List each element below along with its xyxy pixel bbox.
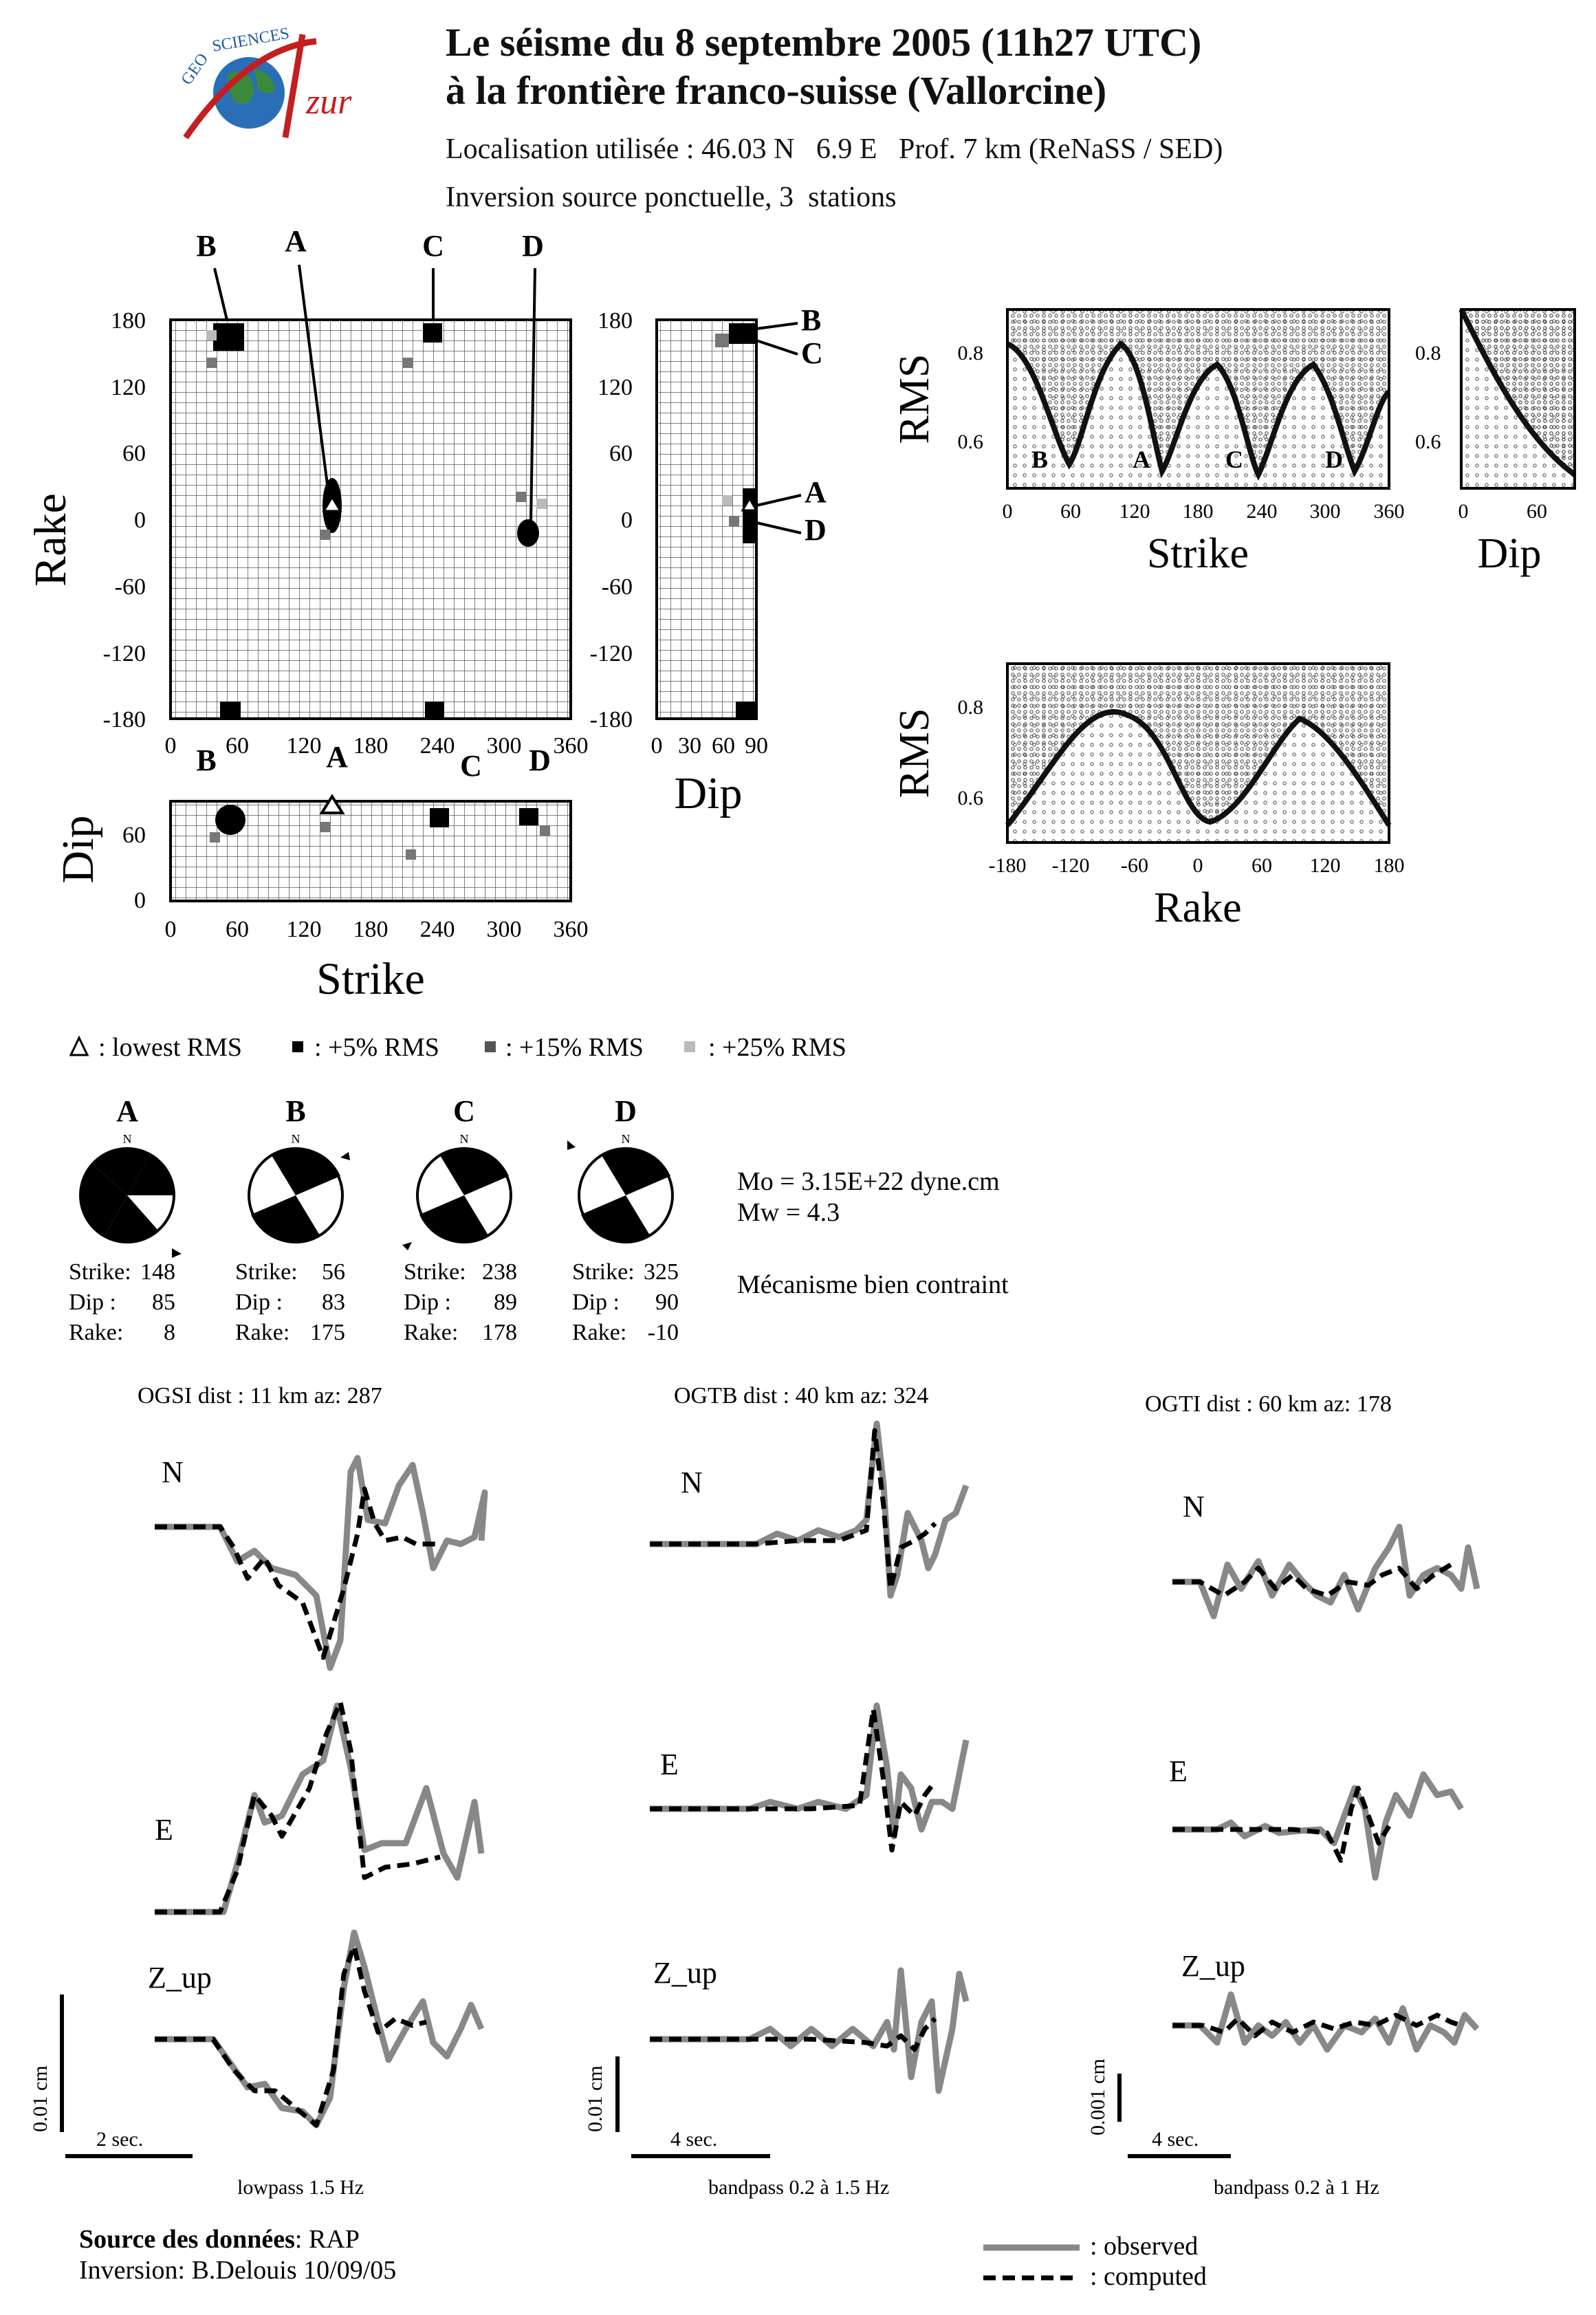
callout-d: D: [522, 229, 544, 263]
bottom-callout-d: D: [529, 743, 551, 777]
svg-text:178: 178: [482, 1320, 517, 1345]
bottom-xtick: 0: [164, 917, 177, 942]
inversion-text: Inversion source ponctuelle, 3 stations: [446, 182, 897, 213]
amp-scale-ogti: 0.001 cm: [1086, 2058, 1109, 2135]
data-source: Source des données: RAP: [79, 2225, 360, 2254]
title-line-2: à la frontière franco-suisse (Vallorcine): [446, 68, 1107, 113]
main-ytick: -180: [102, 707, 146, 732]
svg-text:Dip :: Dip :: [69, 1290, 116, 1315]
svg-text:Rake:: Rake:: [69, 1320, 124, 1345]
side-xtick: 30: [678, 733, 701, 759]
north-label: N: [291, 1132, 300, 1146]
bottom-callout-a: A: [326, 740, 348, 774]
component-n: N: [162, 1455, 184, 1489]
dip-xtick: 0: [1458, 500, 1469, 523]
main-xtick: 300: [486, 733, 522, 759]
rake-xtick: -60: [1121, 854, 1148, 877]
side-callout-b: B: [801, 303, 822, 337]
legend-p5: : +5% RMS: [314, 1033, 439, 1062]
params-a: [69, 1259, 175, 1345]
main-xtick: 0: [164, 733, 177, 759]
rake-rms-ytick: 0.8: [957, 696, 983, 719]
dip-xtick: 60: [1527, 500, 1547, 523]
mechanism-c: [402, 1094, 511, 1250]
amp-scale-ogtb: 0.01 cm: [584, 2065, 606, 2132]
rake-xtick: 60: [1251, 854, 1272, 877]
component-z: Z_up: [148, 1961, 212, 1995]
filter-ogsi: lowpass 1.5 Hz: [237, 2176, 364, 2199]
svg-text:Rake:: Rake:: [404, 1320, 459, 1345]
side-callout-d: D: [805, 513, 827, 547]
component-e: E: [1169, 1754, 1188, 1788]
svg-text:148: 148: [140, 1259, 175, 1285]
strike-dip-panel: [53, 740, 589, 1004]
bottom-strike-label: Strike: [316, 954, 425, 1004]
rms-rake-ylabel: RMS: [891, 708, 938, 798]
svg-text:89: 89: [494, 1290, 517, 1315]
minimum-label: D: [1325, 446, 1343, 473]
svg-text:238: 238: [482, 1259, 517, 1285]
mechanism-d: [567, 1094, 673, 1243]
station-header-ogtb: OGTB dist : 40 km az: 324: [674, 1383, 929, 1409]
rms-dip-plot: [1415, 309, 1575, 577]
bottom-dip-label: Dip: [53, 815, 103, 884]
svg-text:56: 56: [322, 1259, 345, 1285]
rake-xtick: 0: [1192, 854, 1203, 877]
svg-text:90: 90: [655, 1290, 679, 1315]
north-label: N: [459, 1132, 469, 1146]
side-ytick: -180: [589, 707, 633, 732]
bottom-xtick: 360: [553, 917, 589, 942]
time-scale-ogsi: 2 sec.: [96, 2128, 144, 2151]
side-ytick: 60: [609, 441, 633, 466]
svg-text:Strike:: Strike:: [572, 1259, 635, 1285]
computed-legend: : computed: [1090, 2262, 1207, 2291]
main-xtick: 240: [419, 733, 455, 759]
time-scale-ogtb: 4 sec.: [670, 2128, 718, 2151]
mechanism-b: [249, 1094, 350, 1243]
moment-mo: Mo = 3.15E+22 dyne.cm: [737, 1167, 1000, 1196]
ogtb-traces: [650, 1424, 966, 2091]
strike-xtick: 360: [1373, 500, 1405, 523]
side-ytick: -60: [601, 574, 633, 600]
minimum-label: B: [1031, 446, 1049, 473]
lowest-rms-legend-icon: [71, 1038, 87, 1055]
strike-xtick: 60: [1060, 500, 1081, 523]
rms-strike-xlabel: Strike: [1146, 530, 1249, 577]
seismograms: [0, 1369, 1596, 2315]
mechanism-a: [80, 1094, 182, 1258]
station-header-ogsi: OGSI dist : 11 km az: 287: [138, 1383, 382, 1409]
dip-ytick: 0.8: [1415, 342, 1441, 365]
side-xtick: 90: [745, 733, 768, 759]
callout-a: A: [285, 227, 307, 258]
strike-xtick: 0: [1002, 500, 1013, 523]
main-ytick: 120: [111, 375, 146, 400]
main-xtick: 60: [226, 733, 249, 759]
component-z: Z_up: [653, 1956, 717, 1990]
time-scale-ogti: 4 sec.: [1152, 2128, 1199, 2151]
bottom-callout-b: B: [196, 743, 217, 777]
svg-text:325: 325: [644, 1259, 679, 1285]
svg-text:Strike:: Strike:: [235, 1259, 298, 1285]
component-n: N: [1183, 1490, 1205, 1523]
north-label: N: [122, 1132, 132, 1146]
svg-text:Dip :: Dip :: [235, 1290, 283, 1315]
callout-b: B: [196, 229, 217, 263]
minimum-label: A: [1133, 446, 1150, 473]
rms-rake-plot: [891, 664, 1405, 931]
main-xtick: 360: [553, 733, 589, 759]
svg-text:8: 8: [164, 1320, 175, 1345]
svg-text:Dip :: Dip :: [404, 1290, 451, 1315]
component-e: E: [155, 1813, 173, 1847]
amp-scale-ogsi: 0.01 cm: [29, 2065, 52, 2132]
rake-axis-label: Rake: [25, 493, 76, 587]
mechanism-label: B: [285, 1094, 306, 1128]
rms-dip-xlabel: Dip: [1477, 530, 1542, 577]
logo: [172, 21, 371, 151]
svg-text:83: 83: [322, 1290, 345, 1315]
filter-ogti: bandpass 0.2 à 1 Hz: [1214, 2176, 1379, 2199]
svg-text:175: 175: [310, 1320, 345, 1345]
legend-p15: : +15% RMS: [505, 1033, 644, 1062]
svg-text:Dip :: Dip :: [572, 1290, 620, 1315]
title-line-1: Le séisme du 8 septembre 2005 (11h27 UTC): [446, 20, 1202, 65]
bottom-ytick: 0: [134, 888, 146, 913]
observed-legend: : observed: [1090, 2232, 1199, 2261]
side-xtick: 0: [651, 733, 663, 759]
svg-text:85: 85: [152, 1290, 175, 1315]
rms-strike-plot: [891, 309, 1405, 577]
bottom-xtick: 120: [286, 917, 322, 942]
strike-xtick: 180: [1182, 500, 1214, 523]
rake-xtick: -120: [1051, 854, 1090, 877]
main-ytick: -60: [114, 574, 146, 600]
side-callout-c: C: [801, 336, 823, 370]
station-header-ogti: OGTI dist : 60 km az: 178: [1145, 1391, 1392, 1417]
strike-xtick: 120: [1119, 500, 1150, 523]
legend-p25-swatch: [684, 1041, 695, 1052]
minimum-label: C: [1225, 446, 1243, 473]
location-text: Localisation utilisée : 46.03 N 6.9 E Prof. 7 km (ReNaSS / SED): [446, 133, 1223, 165]
svg-text:SCIENCES: SCIENCES: [210, 24, 291, 56]
svg-text:-10: -10: [647, 1320, 679, 1345]
svg-text:Rake:: Rake:: [235, 1320, 290, 1345]
params-c: [404, 1259, 517, 1345]
rake-xtick: 120: [1309, 854, 1341, 877]
main-ytick: 0: [134, 508, 146, 533]
rms-rake-xlabel: Rake: [1154, 884, 1242, 931]
rms-plots: [887, 289, 1596, 942]
legend-p25: : +25% RMS: [708, 1033, 846, 1062]
side-xtick: 60: [712, 733, 735, 759]
mechanism-quality: Mécanisme bien contraint: [737, 1270, 1009, 1299]
rake-xtick: -180: [988, 854, 1027, 877]
svg-text:zur: zur: [306, 83, 352, 122]
side-ytick: 120: [598, 375, 633, 400]
rms-legend: [65, 1025, 890, 1066]
main-ytick: 180: [111, 308, 146, 334]
main-xtick: 120: [286, 733, 322, 759]
focal-mechanisms: [62, 1094, 1093, 1355]
legend-lowest: : lowest RMS: [98, 1033, 243, 1062]
rms-strike-ylabel: RMS: [891, 354, 938, 444]
bottom-xtick: 180: [353, 917, 389, 942]
svg-text:Rake:: Rake:: [572, 1320, 627, 1345]
dip-ytick: 0.6: [1415, 431, 1441, 453]
strike-rake-panel: [25, 227, 589, 759]
side-ytick: 180: [598, 308, 633, 334]
bottom-xtick: 60: [226, 917, 249, 942]
side-ytick: -120: [589, 641, 633, 666]
strike-xtick: 300: [1309, 500, 1341, 523]
dip-rake-panel: [590, 303, 827, 818]
rake-xtick: 180: [1373, 854, 1405, 877]
bottom-ytick: 60: [122, 823, 146, 848]
filter-ogtb: bandpass 0.2 à 1.5 Hz: [708, 2176, 890, 2199]
bottom-callout-c: C: [460, 749, 482, 783]
strike-xtick: 240: [1246, 500, 1278, 523]
grid-search-figure: [0, 227, 880, 1018]
component-z: Z_up: [1181, 1949, 1245, 1983]
legend-p5-swatch: [292, 1041, 303, 1052]
main-ytick: 60: [122, 441, 146, 466]
params-d: [572, 1259, 679, 1345]
rms-ytick: 0.8: [957, 342, 983, 365]
rake-rms-ytick: 0.6: [957, 787, 983, 809]
rms-ytick: 0.6: [957, 431, 983, 453]
component-n: N: [681, 1466, 703, 1499]
side-ytick: 0: [621, 508, 633, 533]
side-dip-label: Dip: [674, 768, 743, 818]
svg-text:Strike:: Strike:: [69, 1259, 131, 1285]
side-callout-a: A: [805, 475, 827, 509]
ogsi-traces: [155, 1458, 485, 2125]
mechanism-label: D: [615, 1094, 637, 1128]
legend-p15-swatch: [485, 1041, 496, 1052]
component-e: E: [660, 1748, 679, 1781]
bottom-xtick: 240: [419, 917, 455, 942]
svg-text:Strike:: Strike:: [404, 1259, 466, 1285]
north-label: N: [621, 1132, 631, 1146]
callout-c: C: [422, 229, 444, 263]
inversion-credit: Inversion: B.Delouis 10/09/05: [79, 2256, 397, 2285]
svg-text:GEO: GEO: [177, 50, 212, 89]
main-ytick: -120: [102, 641, 146, 666]
bottom-xtick: 300: [486, 917, 522, 942]
mechanism-label: C: [453, 1094, 475, 1128]
params-b: [235, 1259, 345, 1345]
moment-mw: Mw = 4.3: [737, 1198, 840, 1227]
main-xtick: 180: [353, 733, 389, 759]
mechanism-label: A: [116, 1094, 138, 1128]
